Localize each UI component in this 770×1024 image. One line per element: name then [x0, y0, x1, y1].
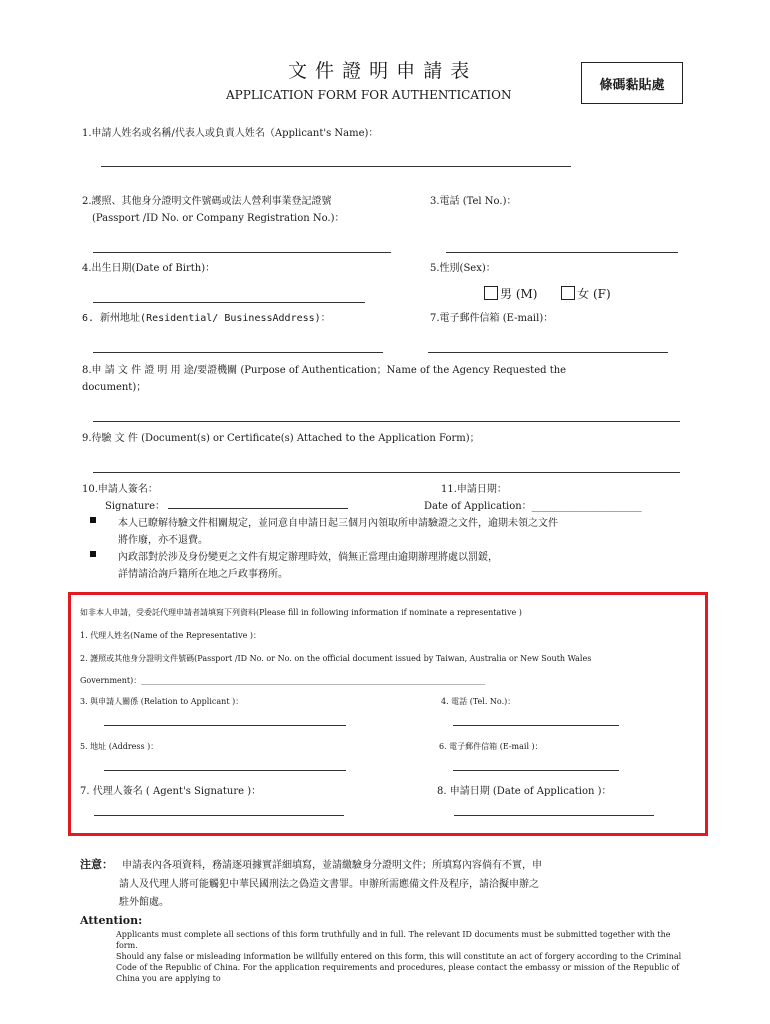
male-label: 男 (M) [500, 287, 538, 301]
rep-name-label: 1. 代理人姓名(Name of the Representative )： [80, 631, 261, 640]
notice-label: 注意： [80, 858, 113, 871]
field-purpose-label-cont: document)； [82, 382, 147, 393]
rep-tel-label: 4. 電話 (Tel. No.)： [441, 697, 516, 706]
rep-signature-line[interactable] [94, 815, 344, 816]
female-checkbox[interactable] [561, 286, 575, 300]
attention-label: Attention: [80, 914, 143, 927]
field-applicant-name-line[interactable] [101, 166, 571, 167]
rep-address-line[interactable] [104, 770, 346, 771]
notice-line-2: 請人及代理人將可能觸犯中華民國刑法之偽造文書罪。申辦所需應備文件及程序，請洽擬申辦之 [119, 879, 539, 890]
rep-relation-line[interactable] [104, 725, 346, 726]
rep-relation-label: 3. 與申請人關係 (Relation to Applicant )： [80, 697, 244, 706]
note-1-line-2: 將作廢，亦不退費。 [118, 535, 208, 546]
field-documents-line[interactable] [93, 472, 680, 473]
rep-signature-label: 7. 代理人簽名 ( Agent's Signature )： [80, 786, 262, 797]
sex-options [484, 285, 611, 302]
field-id-number-line[interactable] [93, 252, 391, 253]
representative-section [68, 592, 708, 836]
attention-line-3: Should any false or misleading information be willfully entered on this form, this will constitute an act of forgery according to the Criminal [116, 952, 682, 961]
female-label: 女 (F) [577, 287, 611, 301]
field-documents-label: 9.待驗 文 件 (Document(s) or Certificate(s) Attached to the Application Form)； [82, 433, 480, 444]
notice-line-1: 申請表內各項資料，務請逐項據實詳細填寫，並請繳驗身分證明文件；所填寫內容倘有不實，申 [122, 860, 542, 871]
field-address-line[interactable] [93, 352, 383, 353]
rep-email-line[interactable] [453, 770, 619, 771]
notice-line-3: 駐外館處。 [119, 897, 169, 908]
form-title-zh: 文 件 證 明 申 請 表 [288, 60, 471, 82]
field-id-number-label: 2.護照、其他身分證明文件號碼或法人營利事業登記證號 [82, 196, 332, 207]
field-signature-line[interactable] [168, 508, 348, 509]
note-bullet-2 [90, 551, 96, 557]
field-purpose-label: 8.申 請 文 件 證 明 用 途/要證機關 (Purpose of Authentication；Name of the Agency Requested the [82, 365, 567, 376]
attention-line-1: Applicants must complete all sections of this form truthfully and in full. The relevant ID documents must be submitted together with the [116, 930, 671, 939]
field-date-label: 11.申請日期： [441, 484, 507, 495]
field-applicant-name-label: 1.申請人姓名或名稱/代表人或負責人姓名（Applicant's Name)： [82, 128, 379, 139]
note-2-line-2: 詳情請洽詢戶籍所在地之戶政事務所。 [118, 569, 288, 580]
field-dob-label: 4.出生日期(Date of Birth)： [82, 263, 216, 274]
field-id-number-sublabel: (Passport /ID No. or Company Registration No.)： [92, 213, 345, 224]
date-of-application-sublabel: Date of Application：______________________ [424, 501, 642, 512]
note-1-line-1: 本人已瞭解待驗文件相關規定，並同意自申請日起三個月內領取所申請驗證之文件，逾期未領之文件 [118, 518, 558, 529]
rep-email-label: 6. 電子郵件信箱 (E-mail )： [439, 742, 543, 751]
field-tel-label: 3.電話 (Tel No.)： [430, 196, 517, 207]
rep-intro: 如非本人申請，受委託代理申請者請填寫下列資料(Please fill in following information if nominate a representative ) [80, 608, 522, 617]
barcode-label: 條碼黏貼處 [599, 77, 665, 93]
rep-date-label: 8. 申請日期 (Date of Application )： [437, 786, 612, 797]
rep-address-label: 5. 地址 (Address )： [80, 742, 159, 751]
form-title-en: APPLICATION FORM FOR AUTHENTICATION [226, 88, 512, 102]
note-bullet-1 [90, 517, 96, 523]
rep-tel-line[interactable] [453, 725, 619, 726]
attention-line-2: form. [116, 941, 138, 950]
field-sex-label: 5.性別(Sex)： [430, 263, 496, 274]
male-checkbox[interactable] [484, 286, 498, 300]
attention-line-4: Code of the Republic of China. For the application requirements and procedures, please contact the embassy or mission of the Republic of [116, 963, 680, 972]
field-signature-label: 10.申請人簽名： [82, 484, 158, 495]
field-dob-line[interactable] [93, 302, 365, 303]
field-address-label: 6. 新州地址(Residential/ BusinessAddress)： [82, 313, 331, 324]
barcode-placement-box [581, 62, 683, 104]
field-email-label: 7.電子郵件信箱 (E-mail)： [430, 313, 554, 324]
signature-sublabel: Signature： [105, 501, 166, 512]
rep-date-line[interactable] [454, 815, 654, 816]
rep-id-label-cont: Government)：______________________________________________________________________________________ [80, 676, 486, 685]
attention-line-5: China you are applying to [116, 974, 221, 983]
rep-id-label: 2. 護照或其他身分證明文件號碼(Passport /ID No. or No. on the official document issued by Taiwan, Australia or New South Wales [80, 654, 592, 663]
field-tel-line[interactable] [446, 252, 678, 253]
field-purpose-line[interactable] [93, 421, 680, 422]
note-2-line-1: 內政部對於涉及身份變更之文件有規定辦理時效，倘無正當理由逾期辦理將處以罰鍰， [118, 552, 498, 563]
field-email-line[interactable] [428, 352, 668, 353]
